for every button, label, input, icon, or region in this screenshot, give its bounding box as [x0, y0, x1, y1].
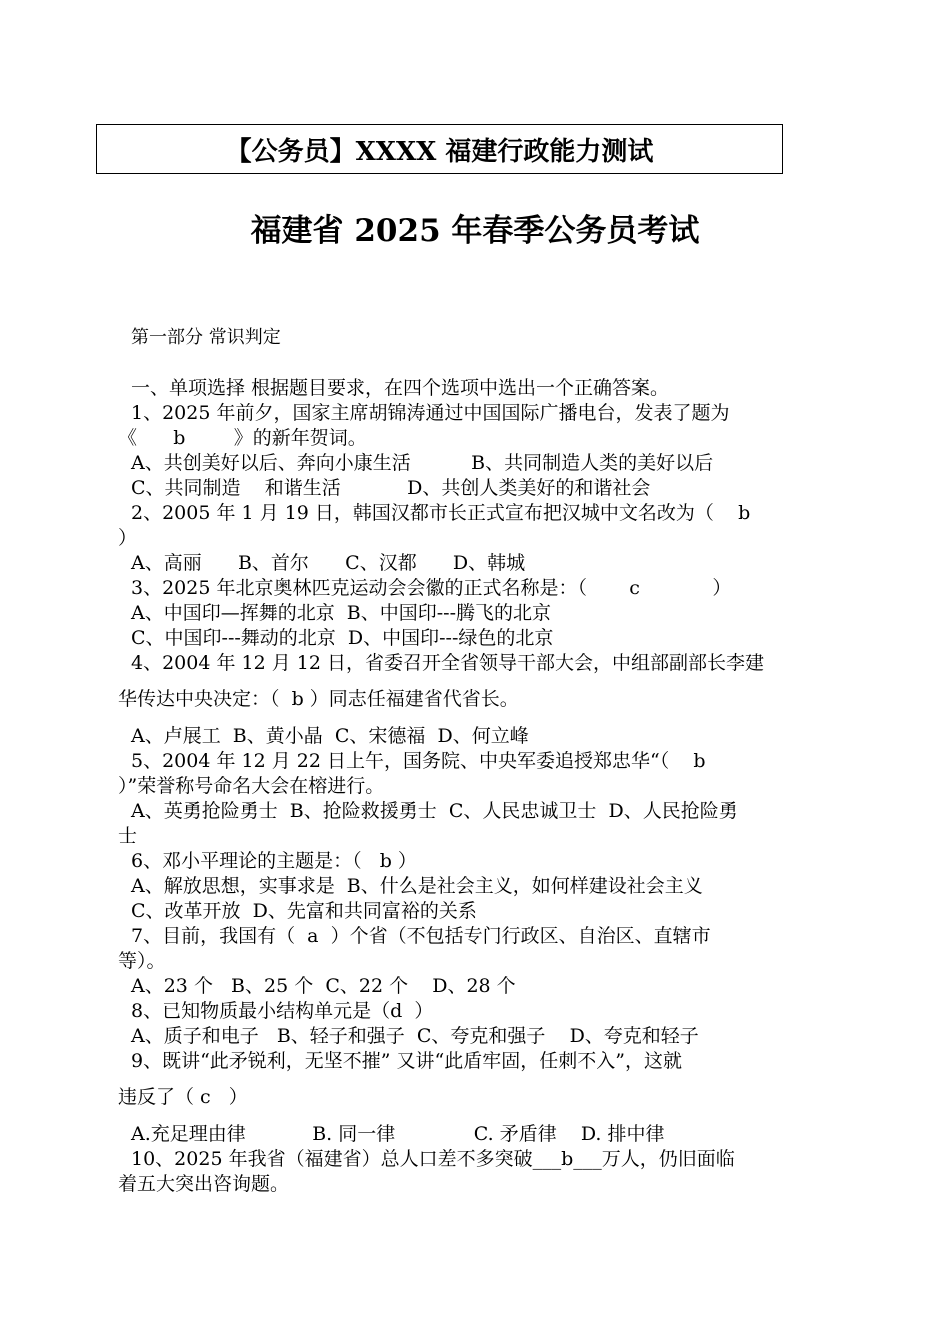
text-line: 10、2025 年我省（福建省）总人口差不多突破___b___万人，仍旧面临 [131, 1148, 735, 1170]
text-line: 3、2025 年北京奥林匹克运动会会徽的正式名称是：（ c ） [131, 577, 732, 599]
page-title: 福建省 2025 年春季公务员考试 [250, 213, 700, 249]
text-line: 6、邓小平理论的主题是：（ b ） [131, 850, 417, 872]
text-line: 9、既讲“此矛锐利，无坚不摧” 又讲“此盾牢固，任刺不入”，这就 [131, 1050, 682, 1072]
text-line: C、中国印---舞动的北京 D、中国印---绿色的北京 [131, 627, 554, 649]
text-line: 8、已知物质最小结构单元是（d ） [131, 1000, 434, 1022]
text-line: A、卢展工 B、黄小晶 C、宋德福 D、何立峰 [131, 725, 529, 747]
text-line: 违反了（ c ） [118, 1086, 248, 1108]
text-line: C、改革开放 D、先富和共同富裕的关系 [131, 900, 477, 922]
text-line: A、共创美好以后、奔向小康生活 B、共同制造人类的美好以后 [131, 452, 714, 474]
text-line: A、高丽 B、首尔 C、汉都 D、韩城 [131, 552, 526, 574]
text-line: 2、2005 年 1 月 19 日，韩国汉都市长正式宣布把汉城中文名改为（ b [131, 502, 751, 524]
header-title: 【公务员】XXXX 福建行政能力测试 [225, 136, 654, 167]
text-line: A、23 个 B、25 个 C、22 个 D、28 个 [131, 975, 516, 997]
text-line: 1、2025 年前夕，国家主席胡锦涛通过中国国际广播电台，发表了题为 [131, 402, 730, 424]
text-line: A、质子和电子 B、轻子和强子 C、夸克和强子 D、夸克和轻子 [131, 1025, 699, 1047]
text-line: ）”荣誉称号命名大会在榕进行。 [118, 775, 385, 797]
text-line: 4、2004 年 12 月 12 日，省委召开全省领导干部大会，中组部副部长李建 [131, 652, 764, 674]
text-line: 一、单项选择 根据题目要求，在四个选项中选出一个正确答案。 [131, 377, 670, 399]
text-line: 5、2004 年 12 月 22 日上午，国务院、中央军委追授郑忠华“（ b [131, 750, 706, 772]
text-line: 7、目前，我国有（ a ）个省（不包括专门行政区、自治区、直辖市 [131, 925, 711, 947]
text-line: A、英勇抢险勇士 B、抢险救援勇士 C、人民忠诚卫士 D、人民抢险勇 [131, 800, 738, 822]
text-line: A.充足理由律 B. 同一律 C. 矛盾律 D. 排中律 [131, 1123, 665, 1145]
text-line: 着五大突出咨询题。 [118, 1173, 290, 1195]
header-title-box [96, 124, 783, 174]
text-line: 士 [118, 825, 138, 847]
text-line: A、解放思想，实事求是 B、什么是社会主义，如何样建设社会主义 [131, 875, 703, 897]
text-line: 等）。 [118, 950, 166, 972]
text-line: C、共同制造 和谐生活 D、共创人类美好的和谐社会 [131, 477, 651, 499]
section-heading: 第一部分 常识判定 [131, 327, 281, 348]
text-line: ） [118, 527, 138, 549]
text-line: A、中国印—挥舞的北京 B、中国印---腾飞的北京 [131, 602, 552, 624]
text-line: 华传达中央决定：（ b ）同志任福建省代省长。 [118, 688, 519, 710]
text-line: 《 b 》的新年贺词。 [118, 427, 367, 449]
